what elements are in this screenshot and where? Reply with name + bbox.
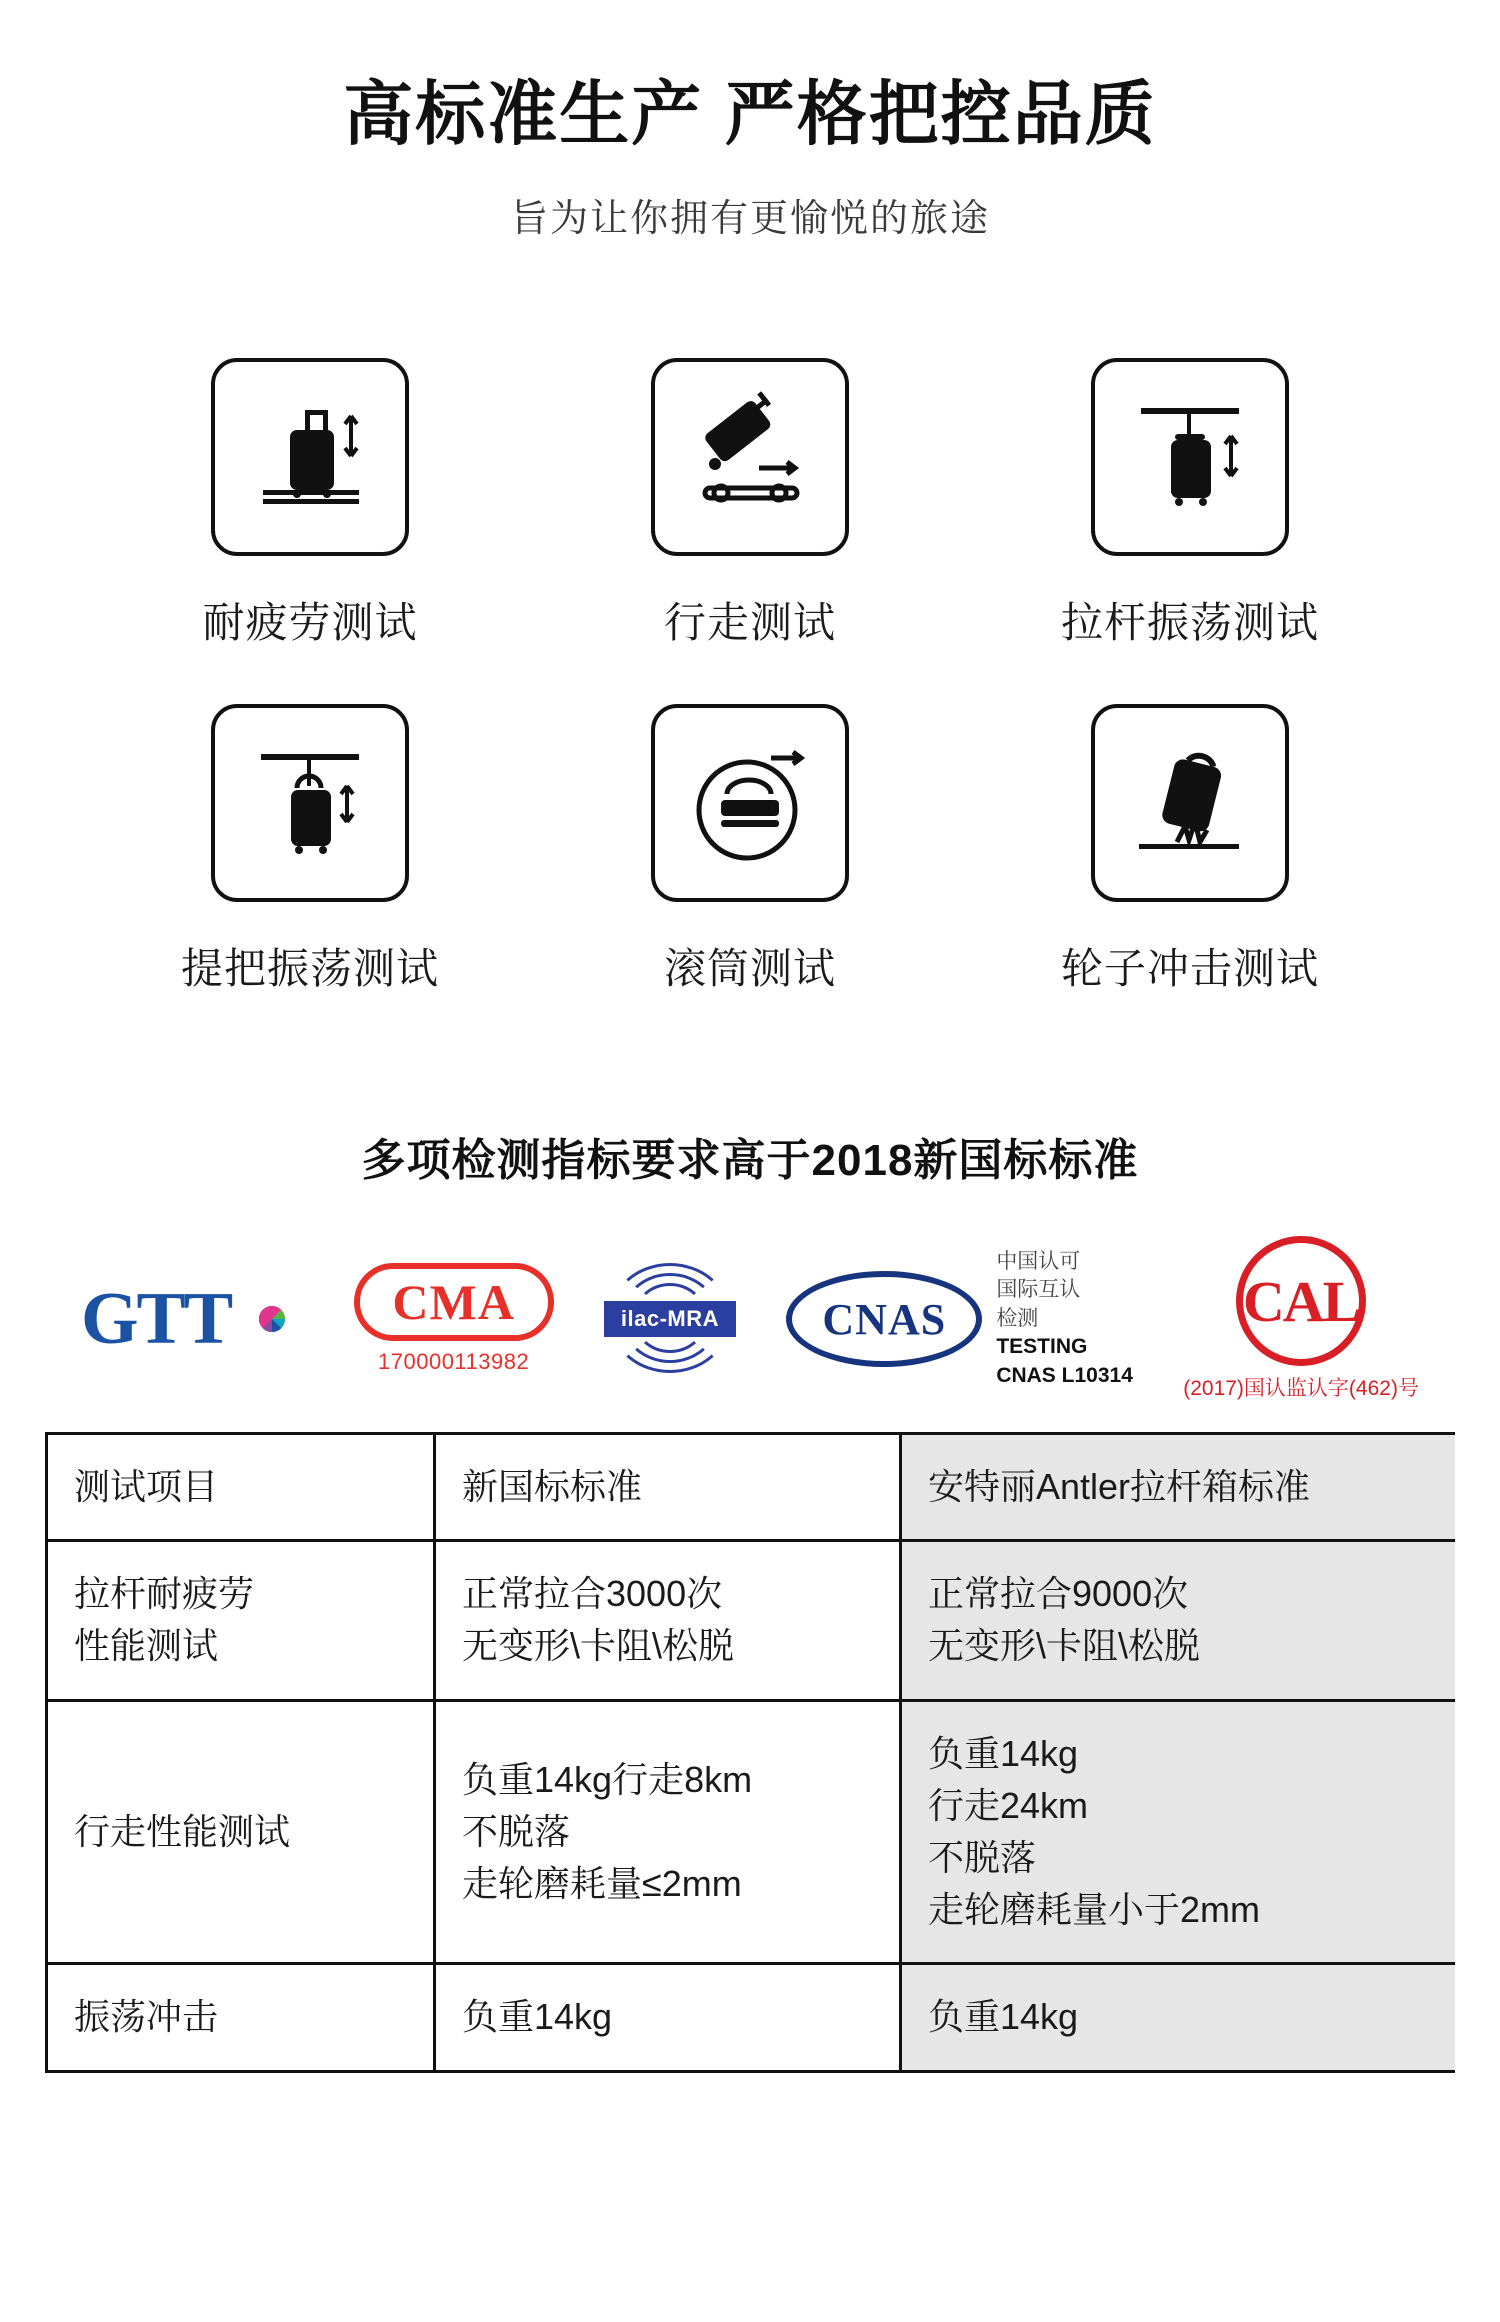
test-item-fatigue bbox=[90, 358, 530, 650]
table-header-national: 新国标标准 bbox=[435, 1434, 901, 1541]
certification-logos bbox=[45, 1244, 1455, 1400]
cnas-en-line2: CNAS L10314 bbox=[996, 1363, 1133, 1387]
cnas-cn-line2: 国际互认 bbox=[996, 1278, 1081, 1302]
cma-logo bbox=[354, 1263, 554, 1375]
drum-tumble-icon bbox=[651, 704, 849, 902]
row-antler-value bbox=[901, 1700, 1456, 1964]
test-item-label: 拉杆振荡测试 bbox=[1060, 599, 1319, 646]
row-item-line: 性能测试 bbox=[74, 1625, 219, 1667]
row-item-line: 行走性能测试 bbox=[74, 1810, 291, 1852]
cal-certificate-number: (2017)国认监认字(462)号 bbox=[1183, 1377, 1419, 1400]
cnas-cn-line1: 中国认可 bbox=[996, 1250, 1081, 1274]
cnas-oval-icon bbox=[786, 1271, 982, 1367]
test-item-drum bbox=[530, 704, 970, 996]
test-item-walk bbox=[530, 358, 970, 650]
page-title: 高标准生产 严格把控品质 bbox=[343, 75, 1157, 153]
test-item-label: 滚筒测试 bbox=[663, 945, 836, 992]
row-item-label bbox=[47, 1964, 435, 2071]
gtt-logo bbox=[81, 1277, 303, 1362]
cnas-accreditation-text bbox=[996, 1248, 1133, 1390]
wheel-impact-icon bbox=[1091, 704, 1289, 902]
row-antler-value bbox=[901, 1964, 1456, 2071]
gtt-flower-icon bbox=[241, 1288, 303, 1350]
standards-table bbox=[45, 1432, 1455, 2073]
suitcase-walk-conveyor-icon bbox=[651, 358, 849, 556]
row-national-line: 走轮磨耗量≤2mm bbox=[462, 1863, 742, 1905]
ilac-logo-text: ilac-MRA bbox=[604, 1301, 736, 1337]
row-item-label bbox=[47, 1700, 435, 1964]
row-national-value bbox=[435, 1964, 901, 2071]
table-row bbox=[47, 1964, 1456, 2071]
row-item-label bbox=[47, 1541, 435, 1700]
test-item-label: 耐疲劳测试 bbox=[202, 599, 418, 646]
test-item-trolley-vibration bbox=[970, 358, 1410, 650]
row-national-line: 负重14kg bbox=[462, 1996, 613, 2038]
cma-logo-text: CMA bbox=[392, 1274, 515, 1330]
row-antler-line: 负重14kg bbox=[928, 1996, 1079, 2038]
standards-title: 多项检测指标要求高于2018新国标标准 bbox=[361, 1136, 1139, 1185]
row-national-line: 不脱落 bbox=[462, 1810, 571, 1852]
row-antler-line: 行走24km bbox=[928, 1784, 1089, 1826]
gtt-logo-text: GTT bbox=[81, 1277, 232, 1360]
cnas-en-line1: TESTING bbox=[996, 1335, 1088, 1359]
row-antler-line: 不脱落 bbox=[928, 1836, 1037, 1878]
row-national-value bbox=[435, 1541, 901, 1700]
test-item-label: 提把振荡测试 bbox=[180, 945, 439, 992]
cma-oval-icon bbox=[354, 1263, 554, 1341]
table-row bbox=[47, 1700, 1456, 1964]
row-antler-line: 无变形\卡阻\松脱 bbox=[928, 1625, 1201, 1667]
cnas-logo bbox=[786, 1248, 1133, 1390]
row-item-line: 拉杆耐疲劳 bbox=[74, 1573, 255, 1615]
page-header bbox=[0, 0, 1500, 242]
table-header-row bbox=[47, 1434, 1456, 1541]
row-antler-line: 走轮磨耗量小于2mm bbox=[928, 1889, 1260, 1931]
row-antler-value bbox=[901, 1541, 1456, 1700]
carry-handle-vibration-icon bbox=[211, 704, 409, 902]
row-national-line: 正常拉合3000次 bbox=[462, 1573, 723, 1615]
cal-circle-icon: CAL bbox=[1236, 1236, 1366, 1366]
table-header-antler: 安特丽Antler拉杆箱标准 bbox=[901, 1434, 1456, 1541]
row-national-line: 负重14kg行走8km bbox=[462, 1758, 753, 1800]
table-header-item: 测试项目 bbox=[47, 1434, 435, 1541]
ilac-mra-logo bbox=[604, 1265, 736, 1373]
cnas-logo-text: CNAS bbox=[822, 1294, 947, 1344]
trolley-handle-vibration-icon bbox=[1091, 358, 1289, 556]
cal-logo bbox=[1183, 1236, 1419, 1402]
cma-certificate-number: 170000113982 bbox=[378, 1349, 530, 1374]
test-icon-grid bbox=[90, 358, 1410, 996]
row-national-line: 无变形\卡阻\松脱 bbox=[462, 1625, 735, 1667]
row-national-value bbox=[435, 1700, 901, 1964]
suitcase-fatigue-icon bbox=[211, 358, 409, 556]
row-item-line: 振荡冲击 bbox=[74, 1996, 219, 2038]
ilac-seal-icon bbox=[604, 1265, 736, 1373]
page-subtitle: 旨为让你拥有更愉悦的旅途 bbox=[509, 198, 990, 240]
test-item-handle-vibration bbox=[90, 704, 530, 996]
table-row bbox=[47, 1541, 1456, 1700]
row-antler-line: 负重14kg bbox=[928, 1732, 1079, 1774]
cnas-cn-line3: 检测 bbox=[996, 1306, 1039, 1330]
test-item-label: 行走测试 bbox=[663, 599, 836, 646]
test-item-wheel-impact bbox=[970, 704, 1410, 996]
test-item-label: 轮子冲击测试 bbox=[1060, 945, 1319, 992]
row-antler-line: 正常拉合9000次 bbox=[928, 1573, 1189, 1615]
